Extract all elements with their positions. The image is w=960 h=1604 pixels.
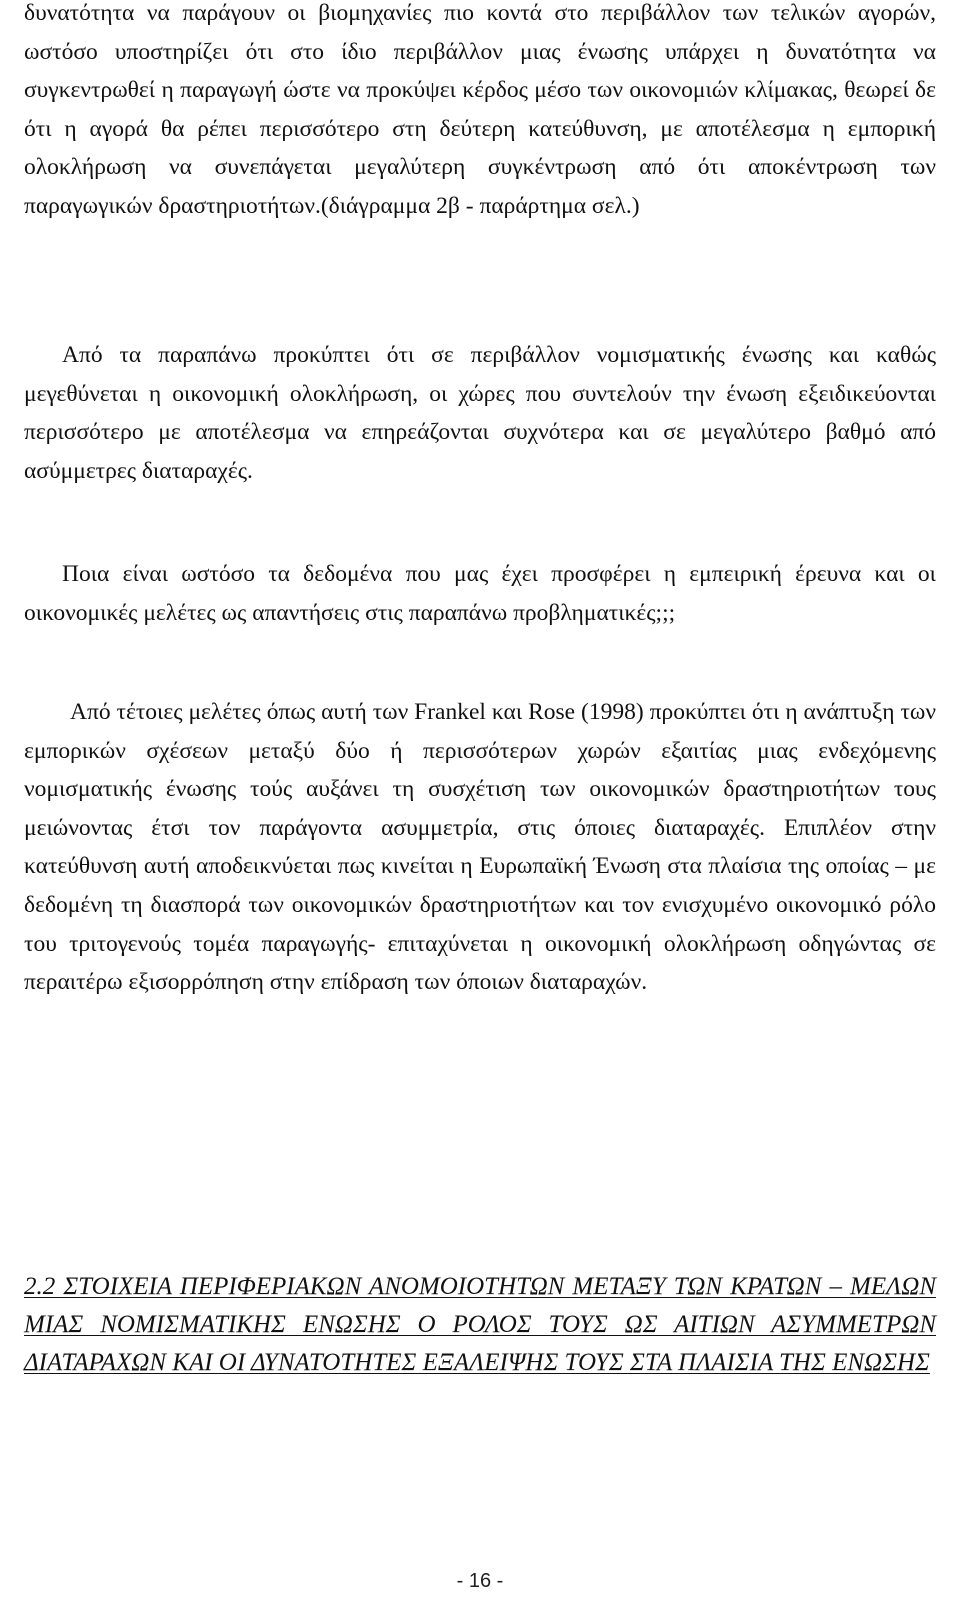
section-heading: 2.2 ΣΤΟΙΧΕΙΑ ΠΕΡΙΦΕΡΙΑΚΩΝ ΑΝΟΜΟΙΟΤΗΤΩΝ ΜΕΤΑΞΥ ΤΩΝ ΚΡΑΤΩΝ – ΜΕΛΩΝ ΜΙΑΣ ΝΟΜΙΣΜΑΤΙΚΗΣ ΕΝΩΣΗΣ Ο ΡΟΛΟΣ ΤΟΥΣ ΩΣ ΑΙΤΙΩΝ ΑΣΥΜΜΕΤΡΩΝ ΔΙΑΤΑΡΑΧΩΝ ΚΑΙ ΟΙ ΔΥΝΑΤΟΤΗΤΕΣ ΕΞΑΛΕΙΨΗΣ ΤΟΥΣ ΣΤΑ ΠΛΑΙΣΙΑ ΤΗΣ ΕΝΩΣΗΣ <box>24 1273 936 1376</box>
paragraph-asymmetric-shocks: Από τα παραπάνω προκύπτει ότι σε περιβάλλον νομισματικής ένωσης και καθώς μεγεθύνεται η οικονομική ολοκλήρωση, οι χώρες που συντελούν την ένωση εξειδικεύονται περισσότερο με αποτέλεσμα να επηρεάζονται συχνότερα και σε μεγαλύτερο βαθμό από ασύμμετρες διαταραχές. <box>24 342 936 484</box>
paragraph-frankel-rose: Από τέτοιες μελέτες όπως αυτή των Frankel και Rose (1998) προκύπτει ότι η ανάπτυξη των εμπορικών σχέσεων μεταξύ δύο ή περισσότερων χωρών εξαιτίας μιας ενδεχόμενης νομισματικής ένωσης τούς αυξάνει τη συσχέτιση των οικονομικών δραστηριοτήτων τους μειώνοντας έτσι τον παράγοντα ασυμμετρία, στις όποιες διαταραχές. Επιπλέον στην κατεύθυνση αυτή αποδεικνύεται πως κινείται η Ευρωπαϊκή Ένωση στα πλαίσια της οποίας – με δεδομένη τη διασπορά των οικονομικών δραστηριοτήτων και τον ενισχυμένο οικονομικό ρόλο του τριτογενούς τομέα παραγωγής- επιταχύνεται η οικονομική ολοκλήρωση οδηγώντας σε περαιτέρω εξισορρόπηση στην επίδραση των όποιων διαταραχών. <box>24 699 936 996</box>
paragraph-question: Ποια είναι ωστόσο τα δεδομένα που μας έχει προσφέρει η εμπειρική έρευνα και οι οικονομικές μελέτες ως απαντήσεις στις παραπάνω προβληματικές;;; <box>24 561 936 626</box>
paragraph-continuation: δυνατότητα να παράγουν οι βιομηχανίες πιο κοντά στο περιβάλλον των τελικών αγορών, ωστόσο υποστηρίζει ότι στο ίδιο περιβάλλον μιας ένωσης υπάρχει η δυνατότητα να συγκεντρωθεί η παραγωγή ώστε να προκύψει κέρδος μέσο των οικονομιών κλίμακας, θεωρεί δε ότι η αγορά θα ρέπει περισσότερο στη δεύτερη κατεύθυνση, με αποτέλεσμα η εμπορική ολοκλήρωση να συνεπάγεται μεγαλύτερη συγκέντρωση από ότι αποκέντρωση των παραγωγικών δραστηριοτήτων.(διάγραμμα 2β - παράρτημα σελ.) <box>24 0 936 219</box>
page-number: - 16 - <box>456 1570 504 1592</box>
